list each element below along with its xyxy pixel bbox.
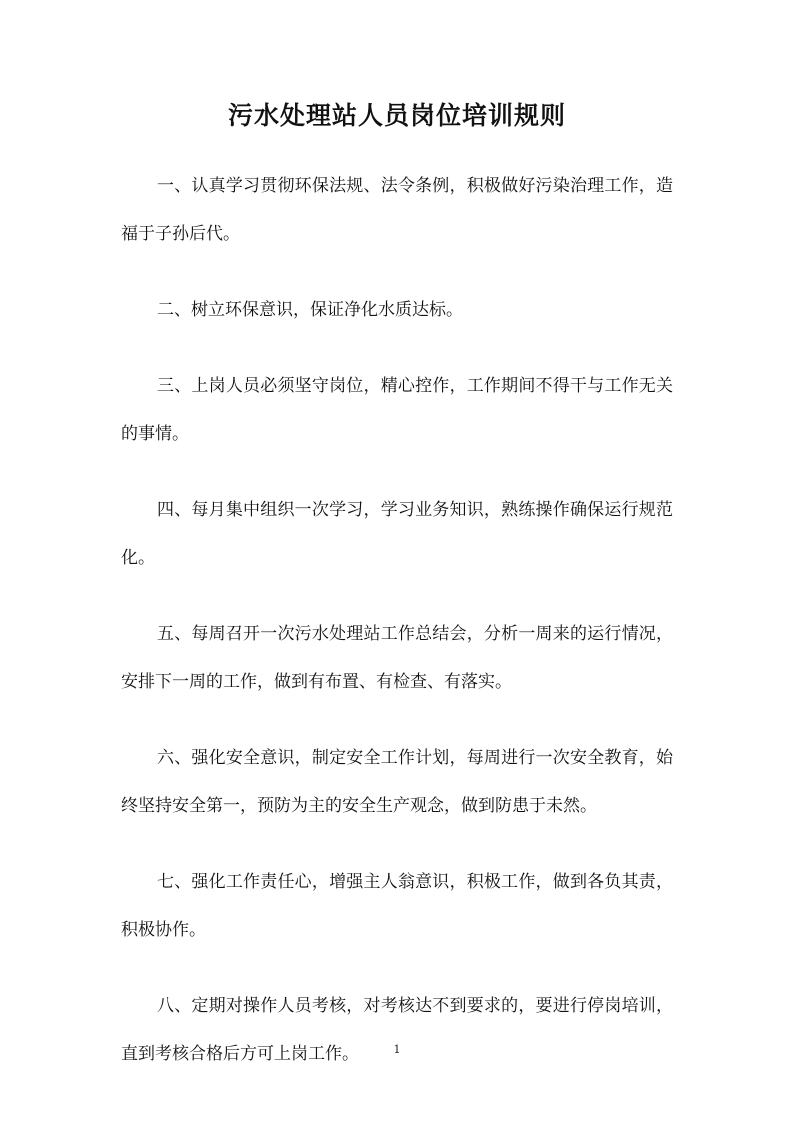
paragraph-1: 一、认真学习贯彻环保法规、法令条例，积极做好污染治理工作，造福于子孙后代。 <box>121 176 673 244</box>
document-body <box>121 162 673 1106</box>
page-number: 1 <box>393 1043 401 1056</box>
paragraph-4: 四、每月集中组织一次学习，学习业务知识，熟练操作确保运行规范化。 <box>121 500 673 568</box>
paragraph-6: 六、强化安全意识，制定安全工作计划，每周进行一次安全教育，始终坚持安全第一，预防为主的安全生产观念，做到防患于未然。 <box>121 748 673 816</box>
paragraph-7: 七、强化工作责任心，增强主人翁意识，积极工作，做到各负其责，积极协作。 <box>121 872 673 940</box>
paragraph-8: 八、定期对操作人员考核，对考核达不到要求的，要进行停岗培训，直到考核合格后方可上岗工作。 <box>121 996 673 1064</box>
paragraph-2: 二、树立环保意识，保证净化水质达标。 <box>157 300 463 320</box>
paragraph-3: 三、上岗人员必须坚守岗位，精心控作，工作期间不得干与工作无关的事情。 <box>121 376 673 444</box>
document-title: 污水处理站人员岗位培训规则 <box>227 101 566 130</box>
paragraph-5: 五、每周召开一次污水处理站工作总结会，分析一周来的运行情况，安排下一周的工作，做到有布置、有检查、有落实。 <box>121 624 673 692</box>
